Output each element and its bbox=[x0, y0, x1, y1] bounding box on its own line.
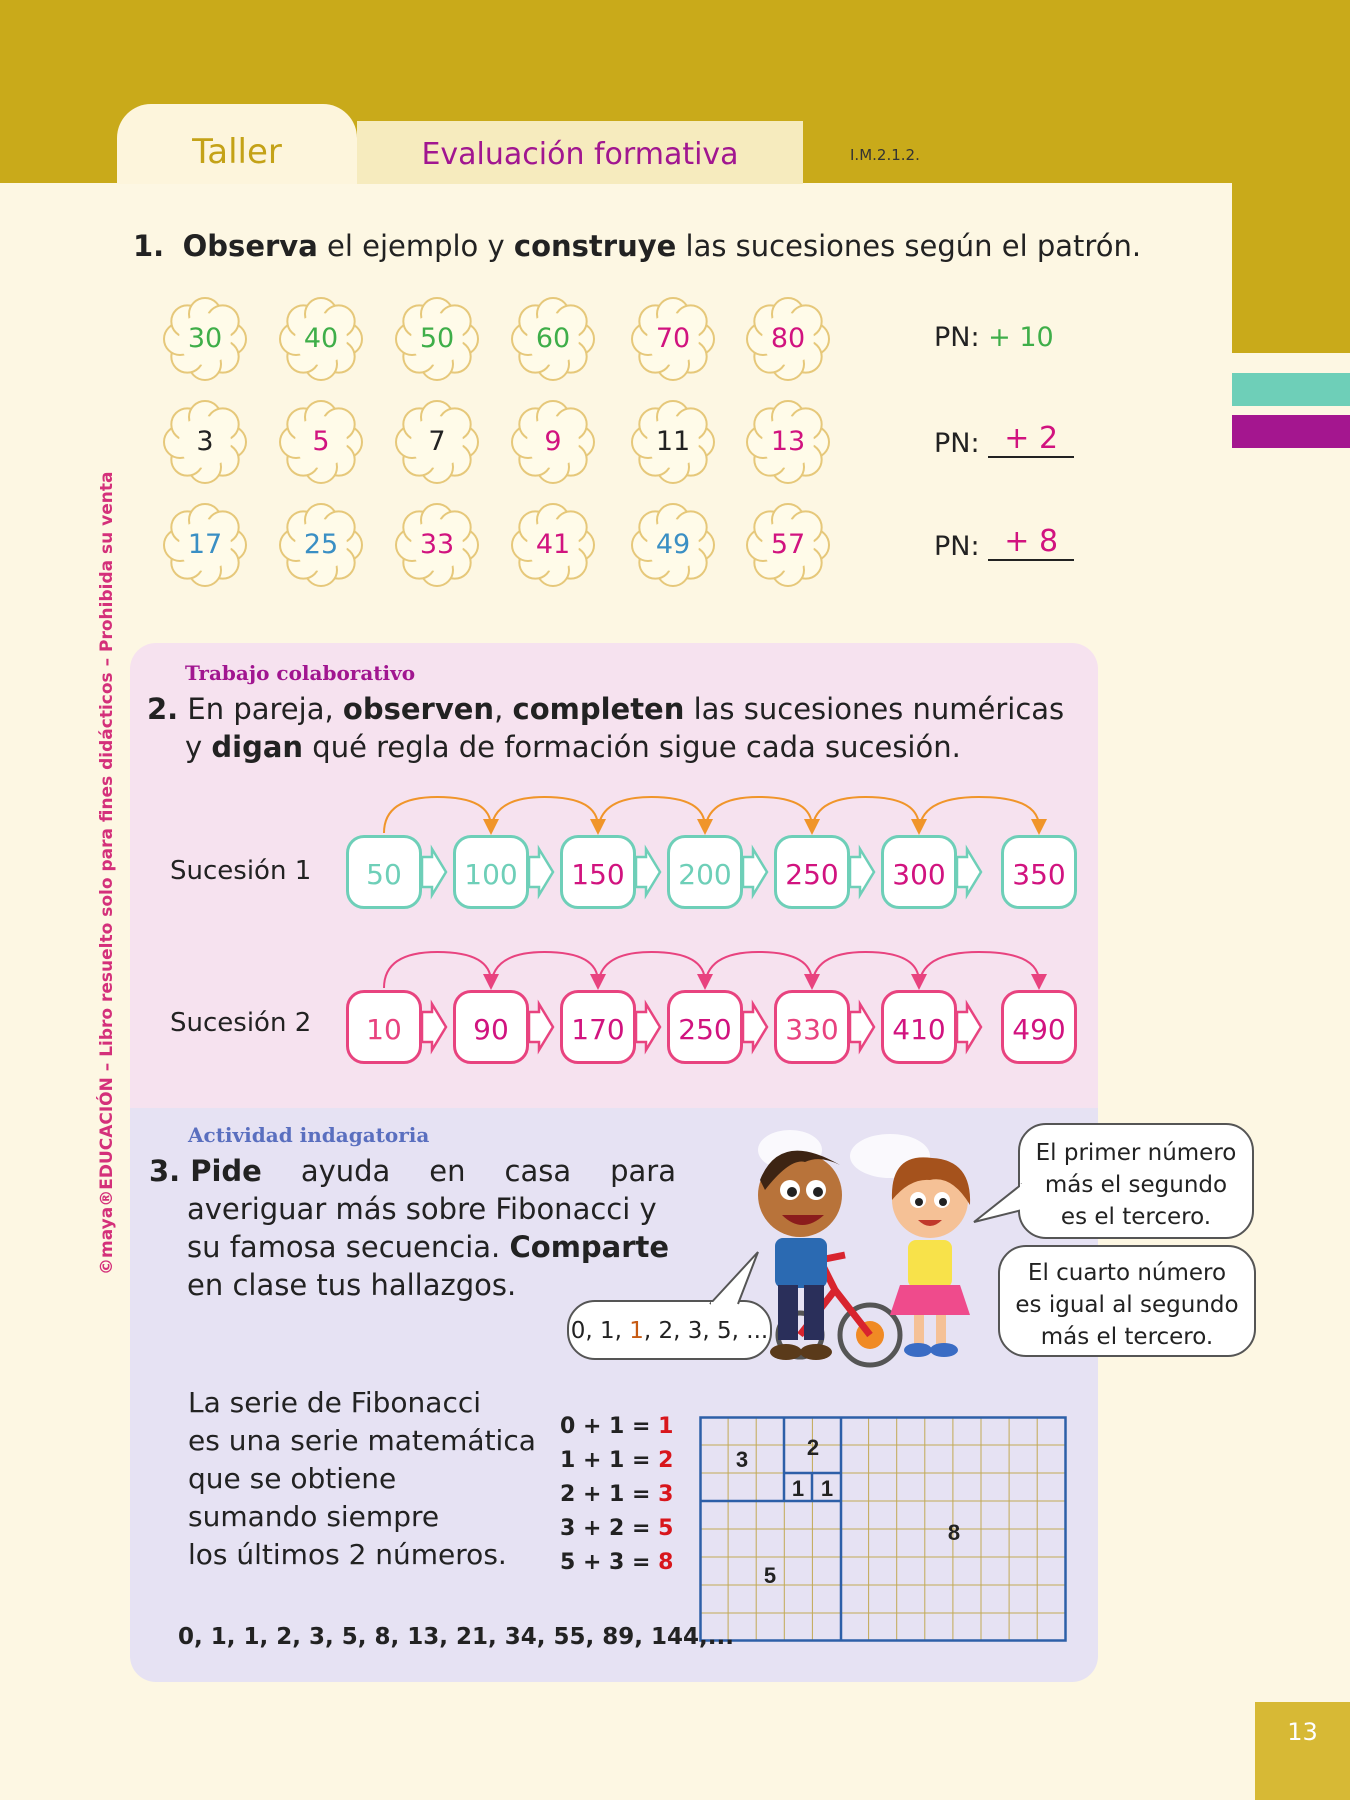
sequence-value: 330 bbox=[785, 1013, 839, 1046]
jump-arrow bbox=[491, 952, 598, 988]
side-arrow bbox=[850, 849, 874, 895]
fibonacci-explanation: La serie de Fibonacci es una serie matemática que se obtiene sumando siempre los últimos 2 números. bbox=[188, 1386, 536, 1571]
sequence-box bbox=[560, 990, 636, 1064]
flower-value: 80 bbox=[770, 323, 806, 354]
jump-arrow bbox=[812, 952, 919, 988]
flower-value: 57 bbox=[770, 529, 806, 560]
flower-value: 7 bbox=[428, 426, 446, 457]
pattern-rule: PN: + 8 bbox=[934, 528, 1074, 565]
grid-label-1a: 1 bbox=[791, 1476, 805, 1501]
flower-value: 9 bbox=[544, 426, 562, 457]
skill-code: I.M.2.1.2. bbox=[850, 146, 920, 164]
jump-arrow bbox=[705, 797, 812, 833]
inquiry-label: Actividad indagatoria bbox=[188, 1123, 430, 1147]
side-arrow bbox=[422, 849, 446, 895]
jump-arrow bbox=[598, 797, 705, 833]
sequence-value: 250 bbox=[785, 858, 839, 891]
side-arrow bbox=[957, 849, 981, 895]
grid-label-2: 2 bbox=[806, 1435, 820, 1460]
flower-value: 3 bbox=[196, 426, 214, 457]
sequence-box bbox=[1001, 990, 1077, 1064]
pattern-rule: PN: + 2 bbox=[934, 425, 1074, 462]
sequence-box bbox=[881, 835, 957, 909]
tab-taller: Taller bbox=[117, 104, 357, 184]
side-arrow bbox=[850, 1004, 874, 1050]
grid-label-5: 5 bbox=[763, 1563, 777, 1588]
sequence-box bbox=[881, 990, 957, 1064]
flower-value: 50 bbox=[419, 323, 455, 354]
side-arrow bbox=[422, 1004, 446, 1050]
sequence-value: 150 bbox=[571, 858, 625, 891]
flower-value: 41 bbox=[535, 529, 571, 560]
side-arrow bbox=[636, 1004, 660, 1050]
jump-arrow bbox=[919, 952, 1039, 988]
sequence-value: 100 bbox=[464, 858, 518, 891]
sequence-box bbox=[774, 835, 850, 909]
sequence-value: 50 bbox=[366, 858, 402, 891]
side-arrow bbox=[743, 1004, 767, 1050]
speech-bubble-girl-1: El primer número más el segundo es el tercero. bbox=[1018, 1123, 1254, 1239]
seq2-label: Sucesión 2 bbox=[170, 1008, 312, 1038]
flower-value: 30 bbox=[187, 323, 223, 354]
flower-value: 25 bbox=[303, 529, 339, 560]
sequence-value: 410 bbox=[892, 1013, 946, 1046]
side-arrow bbox=[529, 1004, 553, 1050]
task3-instruction: 3. Pide ayuda en casa para averiguar más sobre Fibonacci y su famosa secuencia. Comparte en clase tus hallazgos. bbox=[149, 1154, 676, 1302]
sequence-box bbox=[1001, 835, 1077, 909]
side-arrow bbox=[957, 1004, 981, 1050]
copyright-sidebar: ©maya®EDUCACIÓN – Libro resuelto solo para fines didácticos – Prohibida su venta bbox=[97, 471, 117, 1275]
sequence-box bbox=[667, 990, 743, 1064]
pattern-rule: PN: + 10 bbox=[934, 322, 1054, 353]
seq1-label: Sucesión 1 bbox=[170, 856, 312, 886]
sequence-value: 170 bbox=[571, 1013, 625, 1046]
sequence-value: 350 bbox=[1012, 858, 1066, 891]
sequence-box bbox=[346, 835, 422, 909]
flower-value: 5 bbox=[312, 426, 330, 457]
sequence-box bbox=[560, 835, 636, 909]
sequence-box bbox=[453, 835, 529, 909]
jump-arrow bbox=[598, 952, 705, 988]
sequence-value: 90 bbox=[473, 1013, 509, 1046]
side-arrow bbox=[743, 849, 767, 895]
grid-label-3: 3 bbox=[735, 1447, 749, 1472]
speech-bubble-sequence: 0, 1, 1, 2, 3, 5, ... bbox=[567, 1300, 772, 1360]
sequence-box bbox=[774, 990, 850, 1064]
flower-value: 70 bbox=[655, 323, 691, 354]
speech-bubble-girl-2: El cuarto número es igual al segundo más el tercero. bbox=[998, 1245, 1256, 1357]
sequence-value: 250 bbox=[678, 1013, 732, 1046]
task2-instruction: 2. En pareja, observen, completen las sucesiones numéricas y digan qué regla de formación sigue cada sucesión. bbox=[147, 692, 1065, 764]
tab-evaluacion-formativa: Evaluación formativa bbox=[357, 121, 803, 184]
fibonacci-grid bbox=[699, 1416, 1067, 1642]
jump-arrow bbox=[705, 952, 812, 988]
jump-arrow bbox=[812, 797, 919, 833]
sequence-box bbox=[453, 990, 529, 1064]
page-number: 13 bbox=[1255, 1702, 1350, 1800]
sequence-box bbox=[667, 835, 743, 909]
sequence-value: 200 bbox=[678, 858, 732, 891]
flower-value: 49 bbox=[655, 529, 691, 560]
flower-value: 40 bbox=[303, 323, 339, 354]
flower-value: 33 bbox=[419, 529, 455, 560]
jump-arrow bbox=[384, 952, 491, 988]
flower-value: 13 bbox=[770, 426, 806, 457]
flower-value: 60 bbox=[535, 323, 571, 354]
fibonacci-equations: 0 + 1 = 1 1 + 1 = 2 2 + 1 = 3 3 + 2 = 5 5 + 3 = 8 bbox=[560, 1414, 674, 1575]
grid-label-1b: 1 bbox=[820, 1476, 834, 1501]
bubble-tail-boy bbox=[690, 1248, 760, 1308]
fibonacci-series: 0, 1, 1, 2, 3, 5, 8, 13, 21, 34, 55, 89, 144,... bbox=[178, 1624, 734, 1650]
side-arrow bbox=[529, 849, 553, 895]
sequence-value: 10 bbox=[366, 1013, 402, 1046]
sequence-box bbox=[346, 990, 422, 1064]
bubble-tail-girl-1 bbox=[970, 1180, 1030, 1230]
collab-label: Trabajo colaborativo bbox=[185, 661, 416, 685]
sequence-value: 300 bbox=[892, 858, 946, 891]
grid-label-8: 8 bbox=[947, 1520, 961, 1545]
flower-value: 17 bbox=[187, 529, 223, 560]
flower-value: 11 bbox=[655, 426, 691, 457]
side-arrow bbox=[636, 849, 660, 895]
task1-instruction: 1. Observa el ejemplo y construye las sucesiones según el patrón. bbox=[133, 229, 1142, 263]
sequence-value: 490 bbox=[1012, 1013, 1066, 1046]
jump-arrow bbox=[384, 797, 491, 833]
jump-arrow bbox=[919, 797, 1039, 833]
jump-arrow bbox=[491, 797, 598, 833]
